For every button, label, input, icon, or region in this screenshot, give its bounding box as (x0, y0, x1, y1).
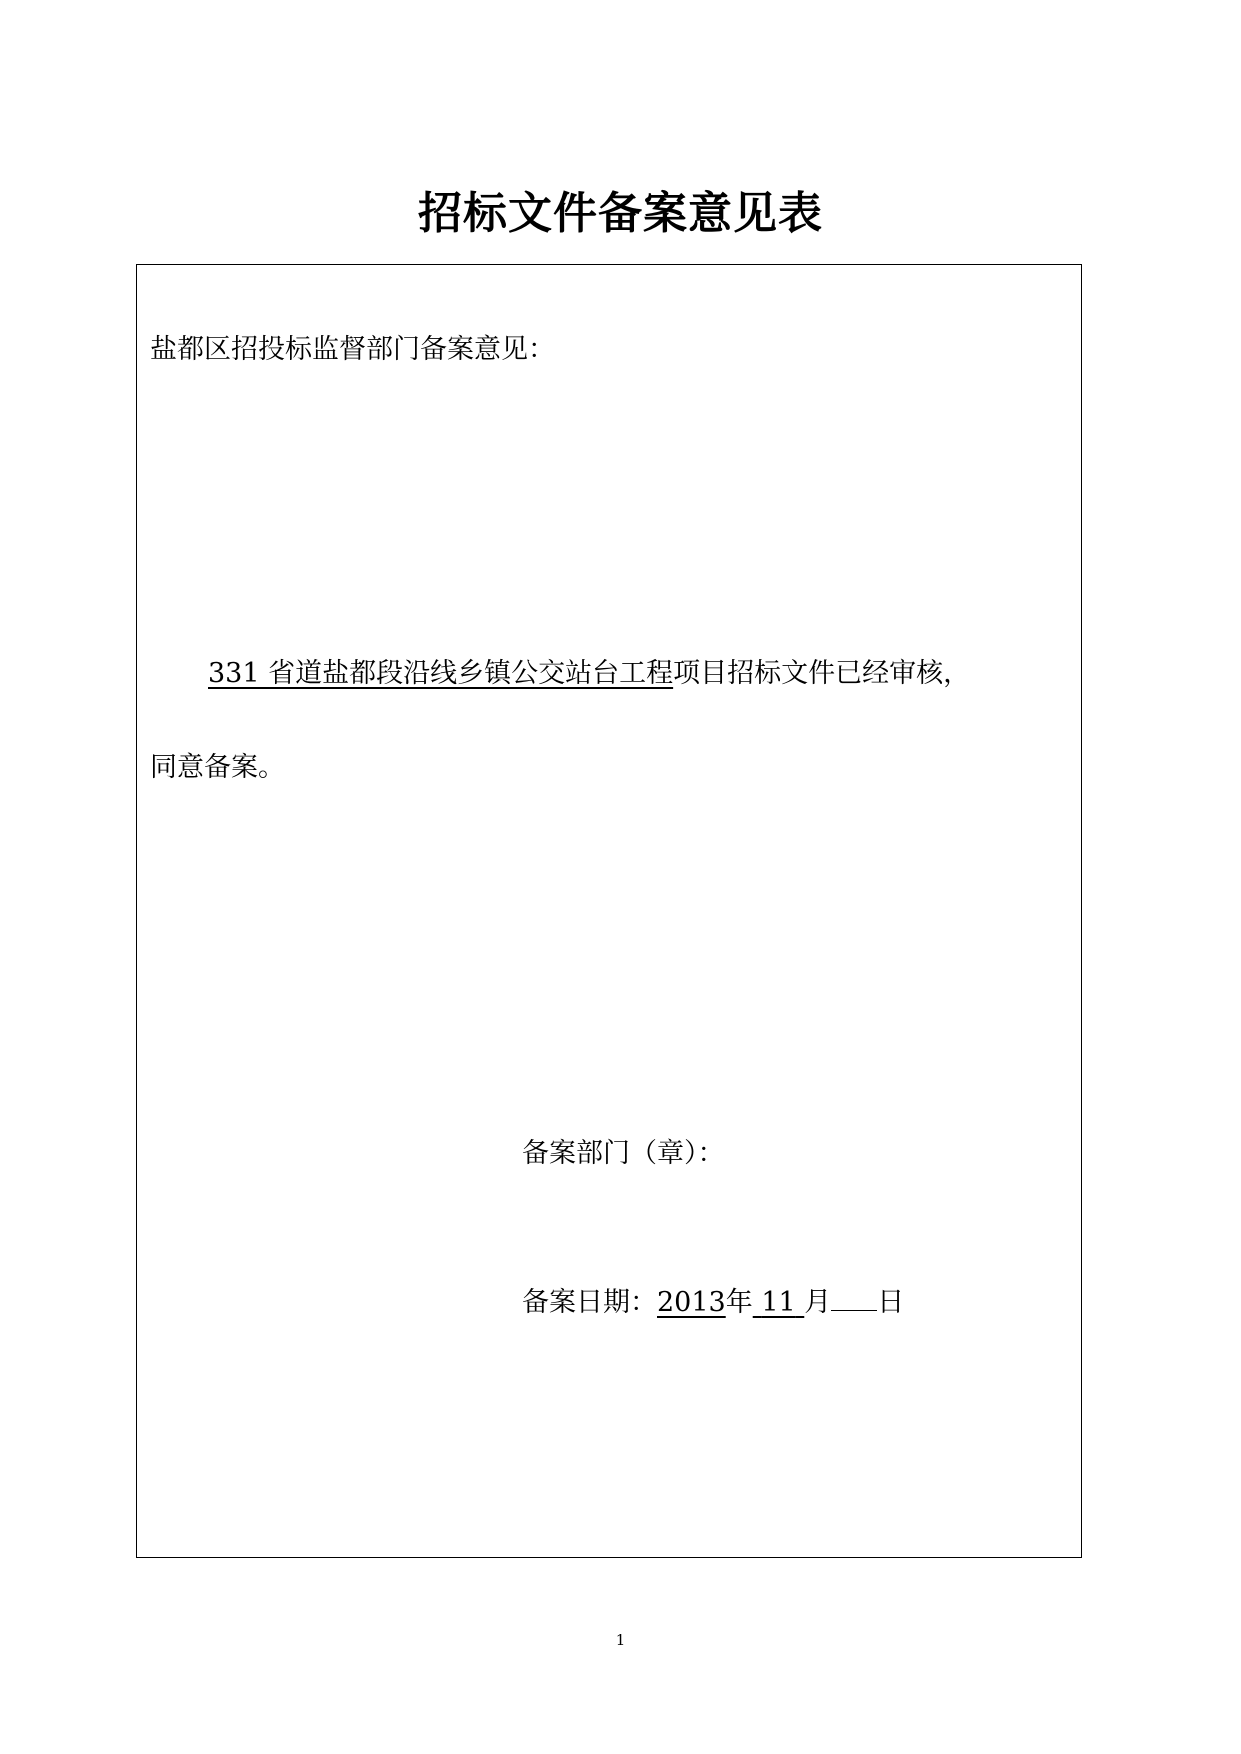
opinion-body-tail: 项目招标文件已经审核， (673, 658, 971, 689)
year-char: 年 (725, 1287, 753, 1318)
page-title: 招标文件备案意见表 (418, 188, 823, 239)
filing-department-label: 备案部门（章）： (522, 1138, 725, 1169)
opinion-body-line-2: 同意备案。 (150, 752, 285, 783)
filing-date-label: 备案日期： (522, 1287, 657, 1318)
filing-date-line (522, 1282, 904, 1321)
opinion-label: 盐都区招投标监督部门备案意见： (150, 334, 555, 365)
page-number: 1 (615, 1631, 626, 1649)
filing-date-month (753, 1287, 805, 1318)
month-char: 月 (804, 1287, 832, 1318)
opinion-body-line-1 (208, 656, 970, 692)
filing-date-year: 2013 (657, 1287, 726, 1318)
filing-opinion-box (136, 264, 1082, 1558)
filing-date-day-blank (831, 1282, 877, 1311)
project-name: 331 省道盐都段沿线乡镇公交站台工程 (208, 658, 674, 689)
day-char: 日 (877, 1287, 905, 1318)
filing-date-month-value: 11 (761, 1287, 796, 1318)
